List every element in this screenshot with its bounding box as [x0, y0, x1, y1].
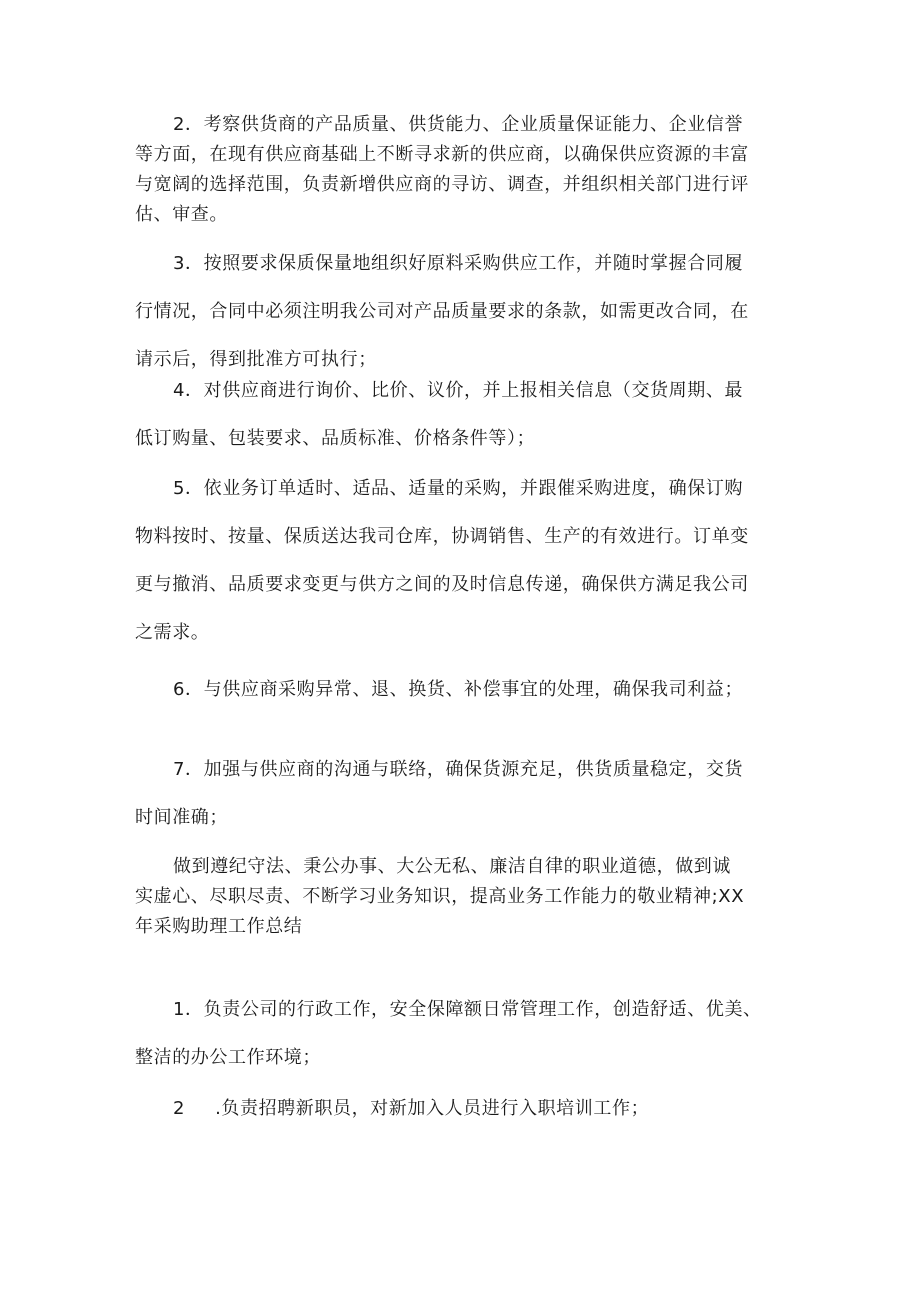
text-line: 等方面，在现有供应商基础上不断寻求新的供应商，以确保供应资源的丰富	[135, 144, 749, 165]
text-line	[135, 1085, 795, 1133]
text-line: 时间准确；	[135, 807, 228, 828]
text-line: 整洁的办公工作环境；	[135, 1047, 321, 1068]
paragraph-summary	[135, 852, 795, 942]
paragraph-item-7	[135, 746, 795, 842]
text-line: 之需求。	[135, 622, 210, 643]
text-line: 3．按照要求保质保量地组织好原料采购供应工作，并随时掌握合同履	[173, 253, 744, 274]
item-text: .负责招聘新职员，对新加入人员进行入职培训工作；	[215, 1098, 650, 1119]
text-line: 与宽阔的选择范围，负责新增供应商的寻访、调查，并组织相关部门进行评	[135, 174, 749, 195]
text-line: 4．对供应商进行询价、比价、议价，并上报相关信息（交货周期、最	[173, 380, 744, 401]
text-line: 行情况，合同中必须注明我公司对产品质量要求的条款，如需更改合同，在	[135, 301, 749, 322]
text-line: 实虚心、尽职尽责、不断学习业务知识，提高业务工作能力的敬业精神;XX	[135, 886, 745, 907]
text-line: 物料按时、按量、保质送达我司仓库，协调销售、生产的有效进行。订单变	[135, 526, 749, 547]
text-line: 估、审查。	[135, 204, 228, 225]
text-line: 7．加强与供应商的沟通与联络，确保货源充足，供货质量稳定，交货	[173, 759, 744, 780]
text-line: 2．考察供货商的产品质量、供货能力、企业质量保证能力、企业信誉	[173, 114, 744, 135]
paragraph-item-1	[135, 986, 795, 1082]
text-line: 请示后，得到批准方可执行；	[135, 349, 377, 370]
text-line: 低订购量、包装要求、品质标准、价格条件等）；	[135, 428, 536, 449]
paragraph-item-2b	[135, 1085, 795, 1133]
paragraph-item-3	[135, 240, 795, 384]
text-line: 6．与供应商采购异常、退、换货、补偿事宜的处理，确保我司利益；	[173, 679, 744, 700]
text-line: 1．负责公司的行政工作，安全保障额日常管理工作，创造舒适、优美、	[173, 999, 762, 1020]
paragraph-item-4	[135, 367, 795, 463]
paragraph-item-2	[135, 110, 795, 230]
paragraph-item-5	[135, 465, 795, 657]
text-line: 5．依业务订单适时、适品、适量的采购，并跟催采购进度，确保订购	[173, 478, 744, 499]
text-line: 做到遵纪守法、秉公办事、大公无私、廉洁自律的职业道德，做到诚	[173, 856, 731, 877]
item-number: 2	[173, 1098, 186, 1119]
text-line: 更与撤消、品质要求变更与供方之间的及时信息传递，确保供方满足我公司	[135, 574, 749, 595]
text-line: 年采购助理工作总结	[135, 916, 303, 937]
paragraph-item-6	[135, 666, 795, 714]
